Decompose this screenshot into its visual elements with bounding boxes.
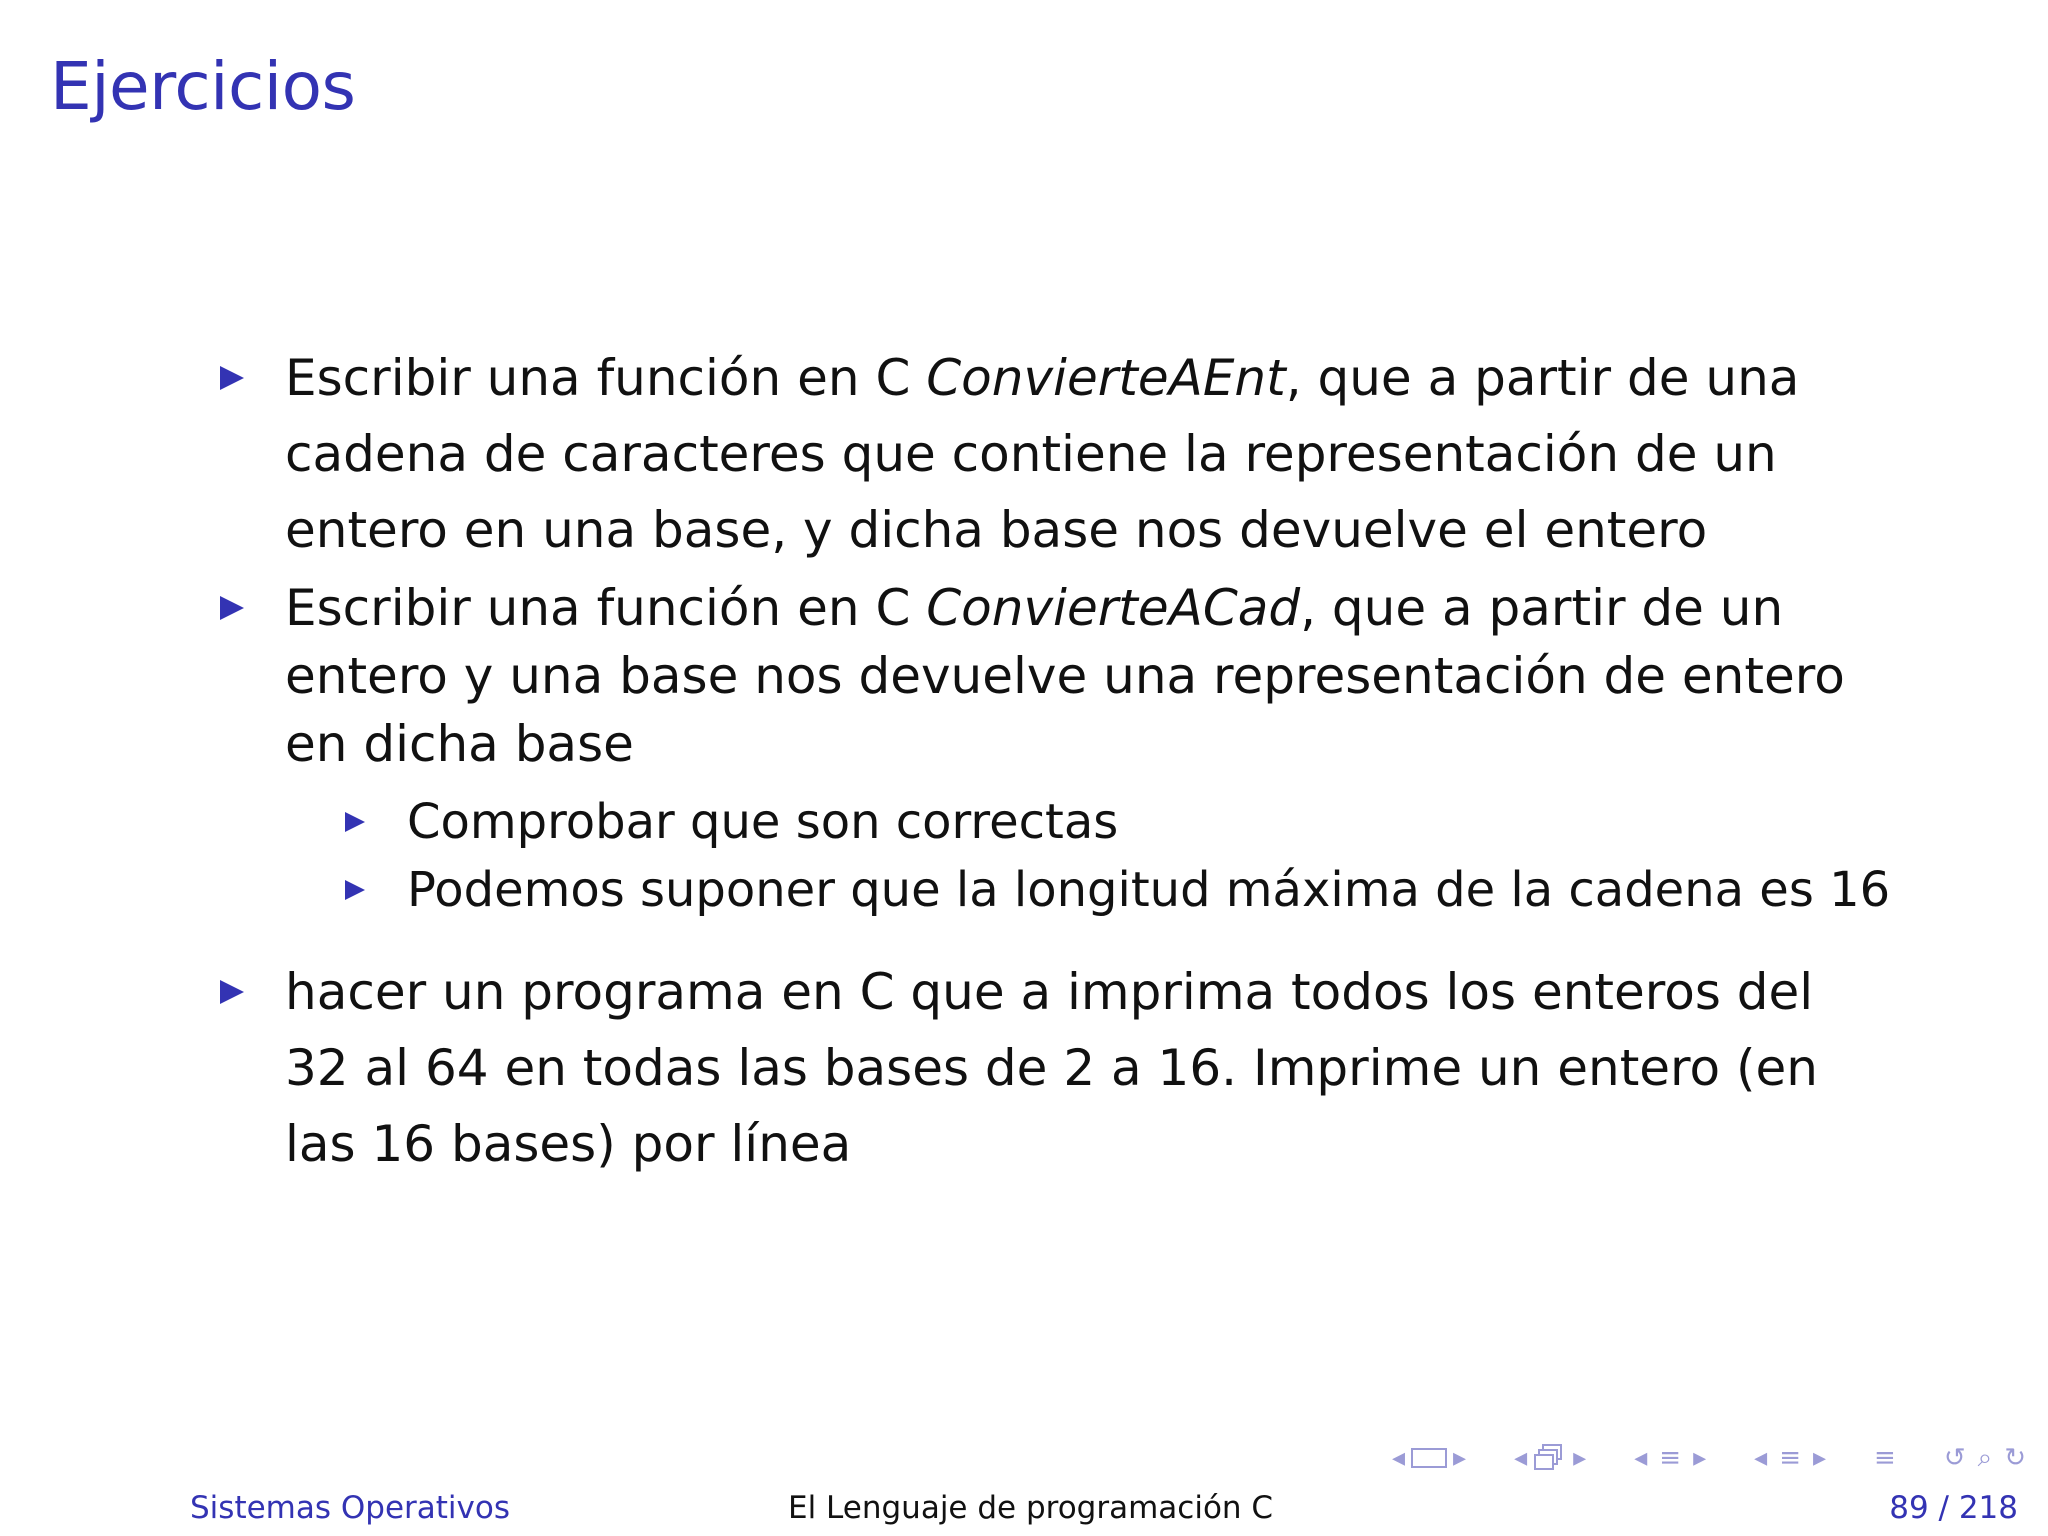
text-run: , que a partir de una (1285, 349, 1800, 407)
nav-frame-icon[interactable]: ◂ ▸ (1391, 1443, 1467, 1473)
list-item-line: las 16 bases) por línea (285, 1115, 852, 1173)
footer-page-number: 89 / 218 (1889, 1490, 2018, 1526)
list-item-line: entero en una base, y dicha base nos devuelve el entero (285, 501, 1708, 559)
list-item (220, 340, 1880, 568)
sub-list-item (345, 856, 1891, 924)
beamer-navigation-bar (1386, 1438, 2032, 1478)
list-item-line (285, 574, 1880, 642)
text-run: Escribir una función en C (285, 349, 927, 407)
list-item (220, 574, 1891, 924)
sub-list-item-label: Comprobar que son correctas (407, 794, 1119, 850)
function-name: ConvierteAEnt (926, 349, 1286, 407)
nav-align-icon[interactable]: ≡ (1874, 1443, 1896, 1473)
triangle-bullet-icon (345, 880, 365, 900)
triangle-bullet-icon (220, 980, 244, 1004)
triangle-bullet-icon (345, 812, 365, 832)
list-item-line: hacer un programa en C que a imprima todos los enteros del (285, 963, 1814, 1021)
nav-search-icon[interactable]: ↺ ⌕ ↻ (1943, 1442, 2026, 1473)
list-item (220, 954, 1880, 1182)
sub-list (345, 788, 1891, 924)
list-item-line: 32 al 64 en todas las bases de 2 a 16. Imprime un entero (en (285, 1039, 1818, 1097)
footer-presentation-title: El Lenguaje de programación C (788, 1490, 1274, 1526)
sub-list-item-label: Podemos suponer que la longitud máxima de la cadena es 16 (407, 862, 1891, 918)
text-run: Escribir una función en C (285, 579, 927, 637)
nav-document-icon[interactable]: ◂ ≡ ▸ (1754, 1443, 1827, 1473)
footer (0, 1490, 2048, 1530)
triangle-bullet-icon (220, 366, 244, 390)
list-item-line: cadena de caracteres que contiene la representación de un (285, 425, 1777, 483)
page-title: Ejercicios (50, 48, 356, 125)
bullet-list (220, 340, 1891, 1182)
text-run: , que a partir de un (1300, 579, 1784, 637)
list-item-line: entero y una base nos devuelve una representación de entero (285, 647, 1845, 705)
triangle-bullet-icon (220, 596, 244, 620)
list-item-line: en dicha base (285, 715, 634, 773)
nav-section-icon[interactable]: ◂ ≡ ▸ (1634, 1443, 1707, 1473)
list-item-line (285, 340, 1880, 416)
footer-course-title: Sistemas Operativos (190, 1490, 510, 1526)
sub-list-item (345, 788, 1880, 856)
function-name: ConvierteACad (926, 579, 1301, 637)
nav-subsection-icon[interactable]: ◂ ▸ (1514, 1443, 1587, 1473)
